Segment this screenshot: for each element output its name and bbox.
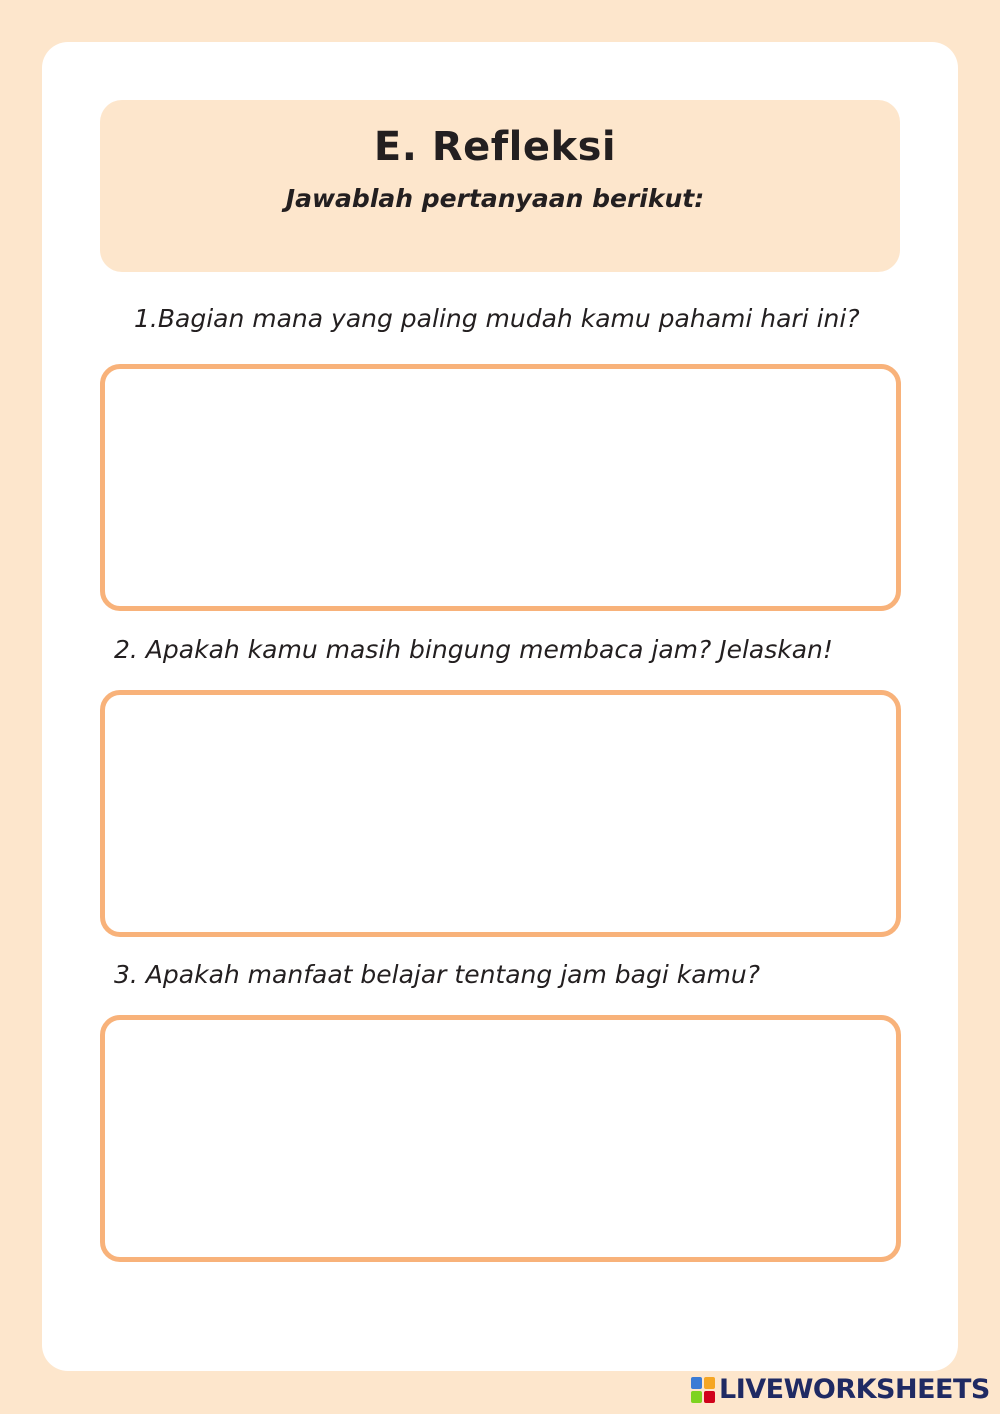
answer-2-input[interactable]	[100, 690, 901, 937]
header-banner	[100, 100, 900, 272]
liveworksheets-brand	[691, 1374, 990, 1406]
question-1-text: 1.Bagian mana yang paling mudah kamu pahami hari ini?	[134, 304, 860, 333]
brand-name: LIVEWORKSHEETS	[719, 1374, 990, 1405]
answer-3-input[interactable]	[100, 1015, 901, 1262]
liveworksheets-logo-icon	[691, 1377, 715, 1403]
page-title: E. Refleksi	[373, 124, 617, 170]
question-2-text: 2. Apakah kamu masih bingung membaca jam? Jelaskan!	[114, 635, 833, 664]
worksheet-page	[42, 42, 958, 1371]
answer-1-input[interactable]	[100, 364, 901, 611]
question-3-text: 3. Apakah manfaat belajar tentang jam bagi kamu?	[114, 960, 760, 989]
page-subtitle: Jawablah pertanyaan berikut:	[285, 184, 705, 213]
